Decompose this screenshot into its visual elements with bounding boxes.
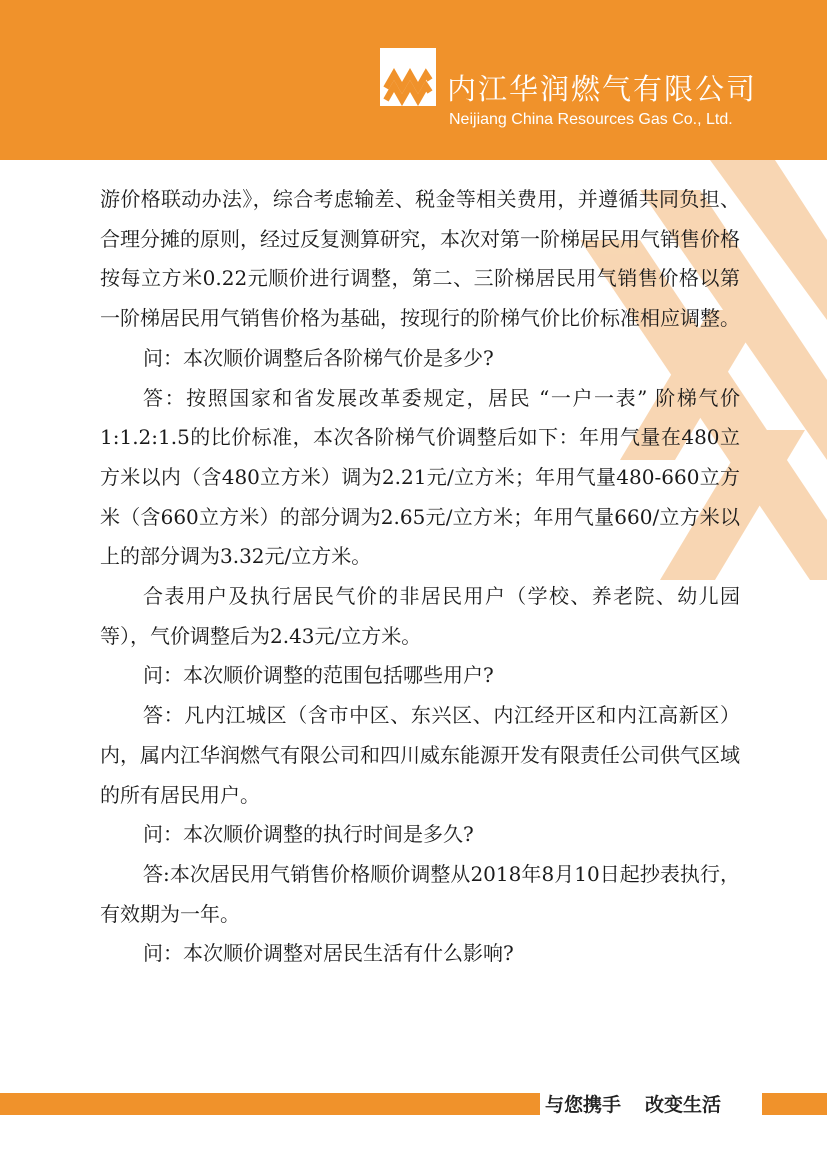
logo-mark-icon xyxy=(380,48,436,106)
company-name-en: Neijiang China Resources Gas Co., Ltd. xyxy=(449,111,733,128)
paragraph: 答：凡内江城区（含市中区、东兴区、内江经开区和内江高新区）内，属内江华润燃气有限公司和四川威东能源开发有限责任公司供气区域的所有居民用户。 xyxy=(100,703,740,807)
paragraph: 问：本次顺价调整后各阶梯气价是多少? xyxy=(143,345,494,370)
footer-slogan xyxy=(545,1091,760,1119)
paragraph: 游价格联动办法》，综合考虑输差、税金等相关费用，并遵循共同负担、合理分摊的原则，经过反复测算研究，本次对第一阶梯居民用气销售价格按每立方米0.22元顺价进行调整，第二、三阶梯居民用气销售价格以第一阶梯居民用气销售价格为基础，按现行的阶梯气价比价标准相应调整。 xyxy=(100,187,740,331)
paragraph: 问：本次顺价调整的范围包括哪些用户? xyxy=(143,663,494,688)
article-body xyxy=(100,180,740,974)
company-logo xyxy=(380,48,436,106)
paragraph: 答：按照国家和省发展改革委规定，居民 “一户一表” 阶梯气价1:1.2:1.5的比价标准，本次各阶梯气价调整后如下：年用气量在480立方米以内（含480立方米）调为2.21元/立方米；年用气量480-660立方米（含660立方米）的部分调为2.65元/立方米；年用气量660/立方米以上的部分调为3.32元/立方米。 xyxy=(100,385,740,569)
slogan-part-2: 改变生活 xyxy=(645,1094,722,1116)
paragraph: 问：本次顺价调整的执行时间是多久? xyxy=(143,822,474,847)
paragraph: 答:本次居民用气销售价格顺价调整从2018年8月10日起抄表执行，有效期为一年。 xyxy=(100,861,740,926)
paragraph: 合表用户及执行居民气价的非居民用户（学校、养老院、幼儿园等），气价调整后为2.43元/立方米。 xyxy=(100,584,740,648)
paragraph: 问：本次顺价调整对居民生活有什么影响? xyxy=(143,941,514,966)
company-name-cn: 内江华润燃气有限公司 xyxy=(447,72,758,106)
slogan-part-1: 与您携手 xyxy=(545,1094,622,1116)
